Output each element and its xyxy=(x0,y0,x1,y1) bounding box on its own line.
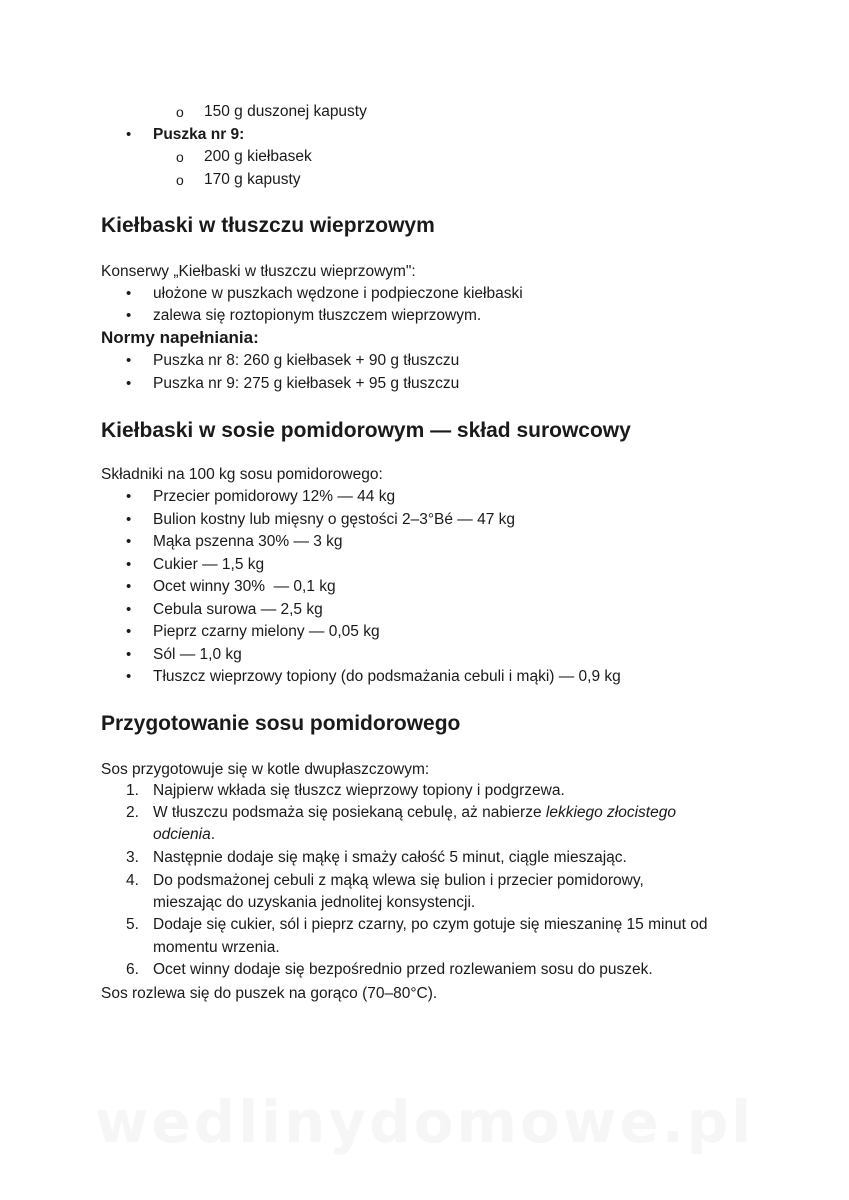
section-heading: Kiełbaski w tłuszczu wieprzowym xyxy=(101,214,435,237)
step-text-plain: . xyxy=(210,826,216,843)
step-number: 5. xyxy=(126,916,139,933)
subheading: Normy napełniania: xyxy=(101,328,259,347)
list-item: ułożone w puszkach wędzone i podpieczone kiełbaski xyxy=(153,285,523,302)
list-item: 170 g kapusty xyxy=(204,171,301,188)
paragraph: Konserwy „Kiełbaski w tłuszczu wieprzowym": xyxy=(101,263,416,280)
list-item: Bulion kostny lub mięsny o gęstości 2–3°Bé — 47 kg xyxy=(153,511,516,528)
step-number: 2. xyxy=(126,804,139,821)
list-item: Cebula surowa — 2,5 kg xyxy=(153,601,323,618)
list-item: Sól — 1,0 kg xyxy=(153,646,242,663)
bullet: • xyxy=(126,668,132,685)
list-item: Pieprz czarny mielony — 0,05 kg xyxy=(153,623,380,640)
sub-bullet: o xyxy=(176,172,184,188)
step-number: 1. xyxy=(126,782,139,799)
step-number: 6. xyxy=(126,961,139,978)
section-heading: Przygotowanie sosu pomidorowego xyxy=(101,712,461,735)
step-number: 3. xyxy=(126,849,139,866)
bullet: • xyxy=(126,352,132,369)
step-text xyxy=(153,802,676,824)
step-text xyxy=(153,824,215,846)
list-item: Puszka nr 9: 275 g kiełbasek + 95 g tłuszczu xyxy=(153,375,460,392)
step-text: Do podsmażonej cebuli z mąką wlewa się bulion i przecier pomidorowy, xyxy=(153,872,644,889)
list-item: Ocet winny 30% — 0,1 kg xyxy=(153,578,336,595)
step-number: 4. xyxy=(126,872,139,889)
list-item: Przecier pomidorowy 12% — 44 kg xyxy=(153,488,396,505)
bullet: • xyxy=(126,307,132,324)
bullet: • xyxy=(126,126,132,143)
list-item: Puszka nr 9: xyxy=(153,126,245,143)
bullet: • xyxy=(126,556,132,573)
step-text: mieszając do uzyskania jednolitej konsystencji. xyxy=(153,894,476,911)
paragraph: Sos przygotowuje się w kotle dwupłaszczowym: xyxy=(101,761,430,778)
step-text-emphasis: odcienia xyxy=(153,826,211,843)
list-item: zalewa się roztopionym tłuszczem wieprzowym. xyxy=(153,307,482,324)
bullet: • xyxy=(126,375,132,392)
bullet: • xyxy=(126,601,132,618)
bullet: • xyxy=(126,578,132,595)
bullet: • xyxy=(126,623,132,640)
step-text: Dodaje się cukier, sól i pieprz czarny, po czym gotuje się mieszaninę 15 minut od xyxy=(153,916,708,933)
bullet: • xyxy=(126,285,132,302)
watermark: wedlinydomowe.pl xyxy=(94,1088,755,1156)
bullet: • xyxy=(126,646,132,663)
list-item: Mąka pszenna 30% — 3 kg xyxy=(153,533,343,550)
step-text: Następnie dodaje się mąkę i smaży całość 5 minut, ciągle mieszając. xyxy=(153,849,627,866)
list-item: 200 g kiełbasek xyxy=(204,148,312,165)
step-text: Ocet winny dodaje się bezpośrednio przed rozlewaniem sosu do puszek. xyxy=(153,961,653,978)
bullet: • xyxy=(126,533,132,550)
bullet: • xyxy=(126,488,132,505)
paragraph: Sos rozlewa się do puszek na gorąco (70–80°C). xyxy=(101,985,438,1002)
list-item: 150 g duszonej kapusty xyxy=(204,103,367,120)
list-item: Tłuszcz wieprzowy topiony (do podsmażania cebuli i mąki) — 0,9 kg xyxy=(153,668,621,685)
paragraph: Składniki na 100 kg sosu pomidorowego: xyxy=(101,466,383,483)
step-text-emphasis: lekkiego złocistego xyxy=(545,804,676,821)
sub-bullet: o xyxy=(176,104,184,120)
section-heading: Kiełbaski w sosie pomidorowym — skład surowcowy xyxy=(101,419,631,442)
sub-bullet: o xyxy=(176,149,184,165)
bullet: • xyxy=(126,511,132,528)
step-text-plain: W tłuszczu podsmaża się posiekaną cebulę, aż nabierze xyxy=(153,804,546,821)
list-item: Puszka nr 8: 260 g kiełbasek + 90 g tłuszczu xyxy=(153,352,460,369)
step-text: momentu wrzenia. xyxy=(153,939,280,956)
list-item: Cukier — 1,5 kg xyxy=(153,556,265,573)
step-text: Najpierw wkłada się tłuszcz wieprzowy topiony i podgrzewa. xyxy=(153,782,565,799)
